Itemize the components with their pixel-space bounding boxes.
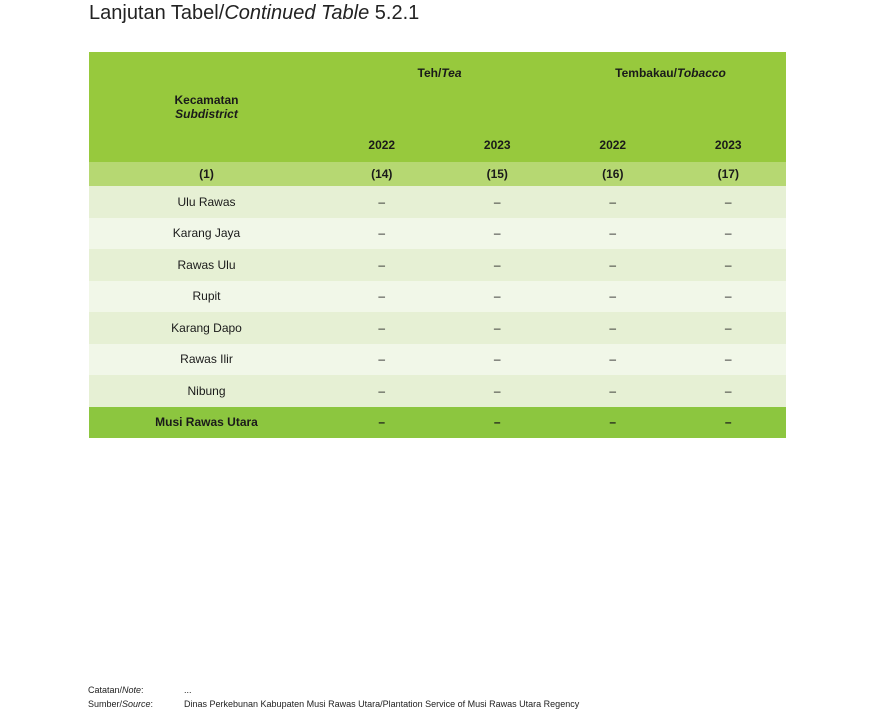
cell-value: – bbox=[440, 344, 556, 376]
cell-value: – bbox=[555, 375, 671, 407]
total-value: – bbox=[555, 407, 671, 438]
title-prefix: Lanjutan Tabel/ bbox=[89, 2, 225, 24]
title-number: 5.2.1 bbox=[369, 2, 420, 24]
source-value: Dinas Perkebunan Kabupaten Musi Rawas Utara/Plantation Service of Musi Rawas Utara Regency bbox=[184, 699, 580, 709]
row-subdistrict: Rupit bbox=[89, 281, 324, 313]
cell-value: – bbox=[440, 281, 556, 313]
table-row bbox=[89, 375, 786, 407]
cell-value: – bbox=[324, 218, 440, 250]
row-subdistrict: Ulu Rawas bbox=[89, 186, 324, 218]
total-label: Musi Rawas Utara bbox=[89, 407, 324, 438]
header-group-tobacco-label-en: Tobacco bbox=[676, 66, 726, 80]
table-row bbox=[89, 186, 786, 218]
cell-value: – bbox=[440, 218, 556, 250]
table-row bbox=[89, 218, 786, 250]
note-sep: : bbox=[141, 685, 144, 695]
cell-value: – bbox=[555, 281, 671, 313]
cell-value: – bbox=[440, 249, 556, 281]
cell-value: – bbox=[555, 312, 671, 344]
table-row bbox=[89, 344, 786, 376]
header-subdistrict-label: Kecamatan bbox=[174, 93, 239, 107]
header-year: 2023 bbox=[671, 109, 787, 162]
cell-value: – bbox=[555, 218, 671, 250]
cell-value: – bbox=[555, 249, 671, 281]
cell-value: – bbox=[324, 249, 440, 281]
note-label-id: Catatan/ bbox=[88, 685, 123, 695]
note-label bbox=[88, 685, 184, 695]
row-subdistrict: Rawas Ulu bbox=[89, 249, 324, 281]
cell-value: – bbox=[671, 281, 787, 313]
cell-value: – bbox=[671, 249, 787, 281]
column-number: (15) bbox=[440, 162, 556, 186]
row-subdistrict: Karang Dapo bbox=[89, 312, 324, 344]
source-label-id: Sumber/ bbox=[88, 699, 123, 709]
cell-value: – bbox=[440, 375, 556, 407]
header-group-tea-label-en: Tea bbox=[441, 66, 462, 80]
cell-value: – bbox=[555, 186, 671, 218]
table-row bbox=[89, 312, 786, 344]
cell-value: – bbox=[671, 344, 787, 376]
column-number: (14) bbox=[324, 162, 440, 186]
cell-value: – bbox=[440, 186, 556, 218]
cell-value: – bbox=[671, 218, 787, 250]
row-subdistrict: Karang Jaya bbox=[89, 218, 324, 250]
cell-value: – bbox=[324, 281, 440, 313]
table-row bbox=[89, 281, 786, 313]
header-group-tea-label: Teh/ bbox=[417, 66, 442, 80]
note-value: ... bbox=[184, 685, 192, 695]
cell-value: – bbox=[671, 312, 787, 344]
header-row-groups bbox=[89, 52, 786, 109]
header-subdistrict bbox=[89, 52, 324, 162]
source-label bbox=[88, 699, 184, 709]
column-number: (17) bbox=[671, 162, 787, 186]
table-row bbox=[89, 249, 786, 281]
note-label-en: Note bbox=[122, 685, 142, 695]
total-value: – bbox=[324, 407, 440, 438]
row-subdistrict: Rawas Ilir bbox=[89, 344, 324, 376]
column-number: (1) bbox=[89, 162, 324, 186]
header-year: 2022 bbox=[555, 109, 671, 162]
cell-value: – bbox=[555, 344, 671, 376]
cell-value: – bbox=[671, 186, 787, 218]
header-row-column-numbers bbox=[89, 162, 786, 186]
total-value: – bbox=[440, 407, 556, 438]
total-value: – bbox=[671, 407, 787, 438]
header-year: 2022 bbox=[324, 109, 440, 162]
data-table bbox=[89, 52, 786, 438]
title-italic: Continued Table bbox=[224, 2, 370, 24]
header-group-tobacco bbox=[555, 52, 786, 109]
source-label-en: Source bbox=[122, 699, 151, 709]
table-total-row bbox=[89, 407, 786, 438]
cell-value: – bbox=[440, 312, 556, 344]
cell-value: – bbox=[671, 375, 787, 407]
header-group-tobacco-label: Tembakau/ bbox=[615, 66, 677, 80]
source-sep: : bbox=[150, 699, 154, 709]
table-notes bbox=[88, 683, 579, 711]
cell-value: – bbox=[324, 186, 440, 218]
row-subdistrict: Nibung bbox=[89, 375, 324, 407]
header-year: 2023 bbox=[440, 109, 556, 162]
cell-value: – bbox=[324, 312, 440, 344]
cell-value: – bbox=[324, 375, 440, 407]
page-title bbox=[89, 2, 419, 25]
header-group-tea bbox=[324, 52, 555, 109]
note-line bbox=[88, 683, 579, 697]
source-line bbox=[88, 697, 579, 711]
cell-value: – bbox=[324, 344, 440, 376]
column-number: (16) bbox=[555, 162, 671, 186]
header-subdistrict-label-en: Subdistrict bbox=[175, 107, 238, 121]
